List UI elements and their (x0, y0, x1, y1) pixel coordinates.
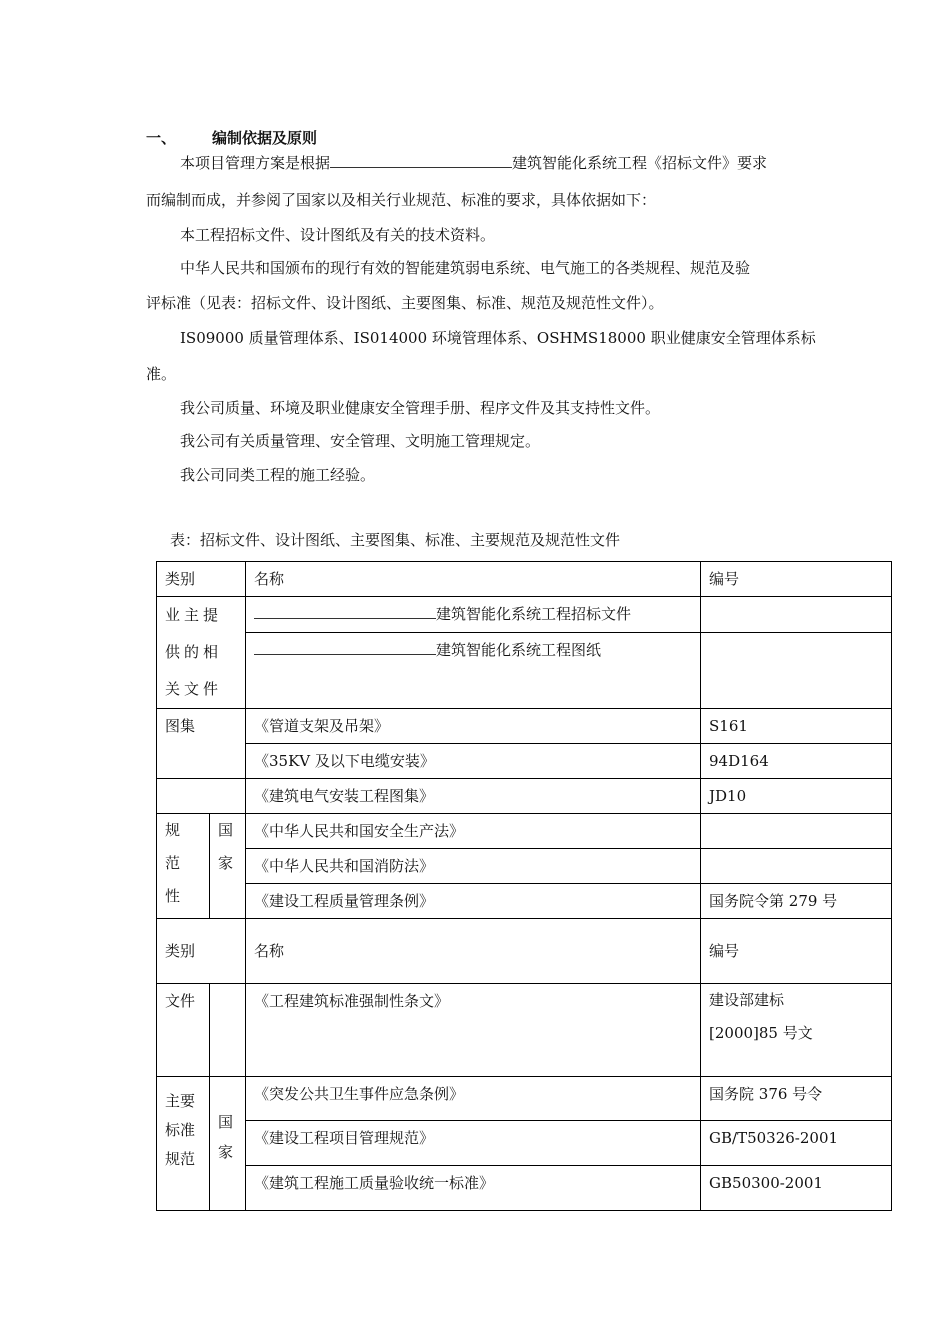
paragraph-item-4: 我公司质量、环境及职业健康安全管理手册、程序文件及其支持性文件。 (180, 399, 661, 417)
header-category: 类别 (157, 919, 246, 984)
header-name: 名称 (246, 919, 701, 984)
table-row (157, 744, 892, 779)
row-code-line: [2000]85 号文 (709, 1024, 813, 1042)
row-code: GB50300-2001 (701, 1166, 892, 1211)
row-name: 《中华人民共和国安全生产法》 (246, 814, 701, 849)
row-name-text: 建筑智能化系统工程招标文件 (436, 605, 632, 623)
row-name (246, 632, 701, 708)
paragraph-text: 建筑智能化系统工程《招标文件》要求 (512, 154, 768, 172)
row-name: 《建筑工程施工质量验收统一标准》 (246, 1166, 701, 1211)
row-name (246, 597, 701, 633)
blank-underline (330, 153, 512, 168)
paragraph-item-3-line1: IS09000 质量管理体系、IS014000 环境管理体系、OSHMS18000 职业健康安全管理体系标 (180, 329, 816, 347)
category-main-standards: 主要标准规范 (157, 1077, 210, 1211)
paragraph-item-6: 我公司同类工程的施工经验。 (180, 466, 376, 484)
row-code: 94D164 (701, 744, 892, 779)
category-empty (157, 779, 246, 814)
row-name: 《35KV 及以下电缆安装》 (246, 744, 701, 779)
row-name: 《建设工程质量管理条例》 (246, 884, 701, 919)
row-code (701, 814, 892, 849)
row-code (701, 597, 892, 633)
paragraph-item-2-line2: 评标准（见表：招标文件、设计图纸、主要图集、标准、规范及规范性文件）。 (146, 294, 664, 312)
table-caption: 表：招标文件、设计图纸、主要图集、标准、主要规范及规范性文件 (170, 531, 621, 549)
row-code: 国务院 376 号令 (701, 1077, 892, 1121)
table-header-row-2 (157, 919, 892, 984)
table-row (157, 984, 892, 1077)
table-row (157, 884, 892, 919)
row-name: 《建筑电气安装工程图集》 (246, 779, 701, 814)
row-code (701, 849, 892, 884)
section-number: 一、 (146, 129, 177, 147)
table-row (157, 1166, 892, 1211)
section-title: 编制依据及原则 (212, 129, 318, 147)
category-empty (210, 984, 246, 1077)
row-code: S161 (701, 709, 892, 744)
standards-table (156, 561, 892, 1211)
table-row (157, 1121, 892, 1166)
paragraph-item-5: 我公司有关质量管理、安全管理、文明施工管理规定。 (180, 432, 541, 450)
paragraph-item-1: 本工程招标文件、设计图纸及有关的技术资料。 (180, 226, 496, 244)
header-name: 名称 (246, 562, 701, 597)
category-normative: 规范性 (157, 814, 210, 919)
row-name: 《管道支架及吊架》 (246, 709, 701, 744)
row-code-line: 建设部建标 (709, 991, 785, 1009)
row-code: JD10 (701, 779, 892, 814)
category-document: 文件 (157, 984, 210, 1077)
paragraph-basis-line2: 而编制而成，并参阅了国家以及相关行业规范、标准的要求，具体依据如下： (146, 191, 657, 209)
header-category: 类别 (157, 562, 246, 597)
category-national: 国家 (210, 1077, 246, 1211)
paragraph-item-2-line1: 中华人民共和国颁布的现行有效的智能建筑弱电系统、电气施工的各类规程、规范及验 (180, 259, 751, 277)
table-row (157, 597, 892, 633)
table-header-row (157, 562, 892, 597)
row-code (701, 984, 892, 1077)
row-name: 《工程建筑标准强制性条文》 (246, 984, 701, 1077)
header-code: 编号 (701, 919, 892, 984)
paragraph-item-3-line2: 准。 (146, 365, 177, 383)
category-atlas: 图集 (157, 709, 246, 779)
table-row (157, 709, 892, 744)
table-row (157, 814, 892, 849)
row-code (701, 632, 892, 708)
paragraph-basis-line1 (180, 153, 767, 173)
row-name: 《中华人民共和国消防法》 (246, 849, 701, 884)
row-name-text: 建筑智能化系统工程图纸 (436, 640, 602, 659)
row-code: 国务院令第 279 号 (701, 884, 892, 919)
table-row (157, 1077, 892, 1121)
row-name: 《突发公共卫生事件应急条例》 (246, 1077, 701, 1121)
table-row (157, 779, 892, 814)
table-row (157, 632, 892, 708)
header-code: 编号 (701, 562, 892, 597)
row-code: GB/T50326-2001 (701, 1121, 892, 1166)
paragraph-text: 本项目管理方案是根据 (180, 154, 331, 172)
table-row (157, 849, 892, 884)
category-owner-docs: 业主提供的相关文件 (157, 597, 246, 709)
category-national: 国家 (210, 814, 246, 919)
blank-underline (254, 604, 436, 619)
row-name: 《建设工程项目管理规范》 (246, 1121, 701, 1166)
blank-underline (254, 640, 436, 655)
